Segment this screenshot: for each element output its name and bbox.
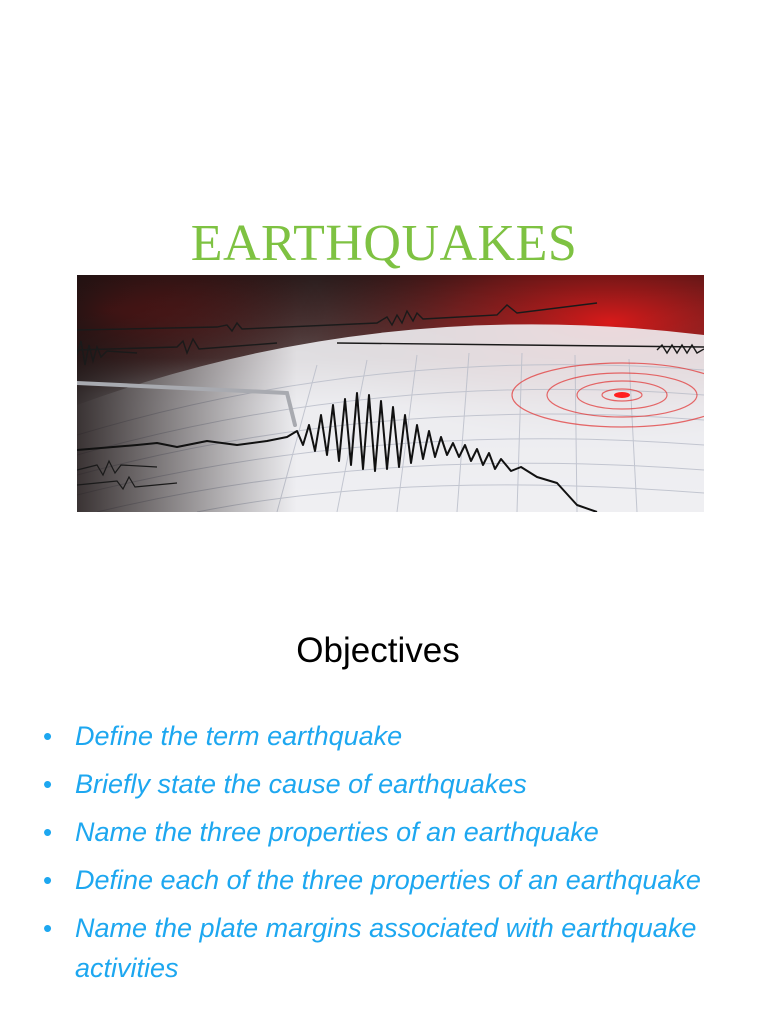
bullet-icon: • [43, 721, 53, 751]
bullet-icon: • [43, 817, 53, 847]
objective-text: Define each of the three properties of an earthquake [75, 865, 701, 895]
bullet-icon: • [43, 865, 53, 895]
objective-text: Name the three properties of an earthquake [75, 817, 599, 847]
list-item [40, 716, 760, 756]
list-item [40, 812, 760, 852]
slide-title: EARTHQUAKES [190, 215, 578, 272]
bullet-icon: • [43, 913, 53, 943]
seismograph-icon [77, 275, 704, 512]
objectives-list [40, 716, 760, 996]
objective-text: Define the term earthquake [75, 721, 403, 751]
objective-text: Briefly state the cause of earthquakes [75, 769, 527, 799]
list-item [40, 908, 760, 988]
bullet-icon: • [43, 769, 53, 799]
list-item [40, 764, 760, 804]
objectives-heading: Objectives [296, 631, 460, 670]
list-item [40, 860, 760, 900]
seismograph-image [77, 275, 704, 512]
objective-text: Name the plate margins associated with earthquake activities [75, 913, 697, 983]
